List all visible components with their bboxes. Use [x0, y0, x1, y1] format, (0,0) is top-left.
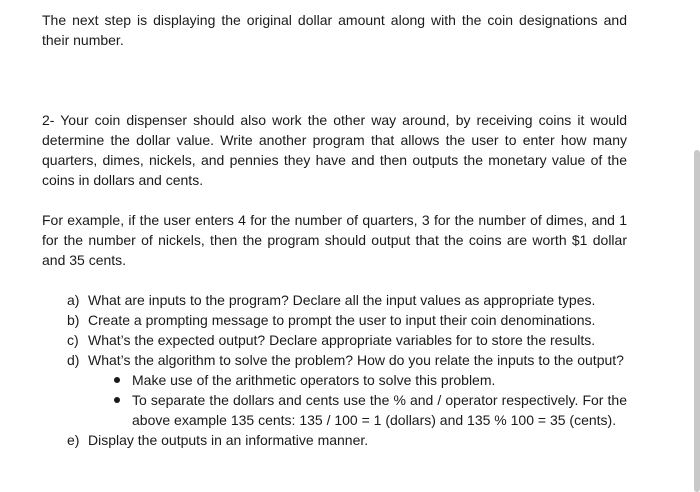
question-text: What’s the expected output? Declare appropriate variables for to store the results. [88, 332, 596, 348]
hint-text: To separate the dollars and cents use the % and / operator respectively. For the above example 135 cents: 135 / 100 = 1 (dollars) and 135 % 100 = 35 (cents). [132, 392, 627, 428]
hint-text: Make use of the arithmetic operators to solve this problem. [132, 372, 496, 388]
question-marker: a) [67, 292, 80, 308]
question-item-d [67, 350, 627, 430]
task-paragraph: 2- Your coin dispenser should also work the other way around, by receiving coins it would determine the dollar value. Write another program that allows the user to enter how many quarters, dimes, nickels, and pennies they have and then outputs the monetary value of the coins in dollars and cents. [42, 112, 627, 188]
hint-list [88, 370, 627, 430]
question-text: What’s the algorithm to solve the problem? How do you relate the inputs to the output? [88, 352, 624, 368]
question-marker: e) [67, 432, 80, 448]
question-item-e [67, 430, 627, 450]
intro-paragraph: The next step is displaying the original dollar amount along with the coin designations and their number. [42, 12, 627, 48]
question-marker: b) [67, 312, 80, 328]
question-item-c [67, 330, 627, 350]
document-body [42, 10, 627, 450]
hint-item [112, 390, 627, 430]
question-marker: c) [67, 332, 79, 348]
question-marker: d) [67, 352, 80, 368]
question-text: What are inputs to the program? Declare all the input values as appropriate types. [88, 292, 596, 308]
hint-item [112, 370, 627, 390]
question-list [42, 290, 627, 450]
bullet-icon [114, 377, 120, 383]
vertical-scrollbar[interactable] [694, 150, 700, 492]
example-paragraph: For example, if the user enters 4 for the number of quarters, 3 for the number of dimes, and 1 for the number of nickels, then the program should output that the coins are worth $1 dollar and 35 cents. [42, 212, 627, 268]
question-item-b [67, 310, 627, 330]
question-text: Create a prompting message to prompt the user to input their coin denominations. [88, 312, 596, 328]
question-item-a [67, 290, 627, 310]
question-text: Display the outputs in an informative manner. [88, 432, 369, 448]
bullet-icon [114, 397, 120, 403]
